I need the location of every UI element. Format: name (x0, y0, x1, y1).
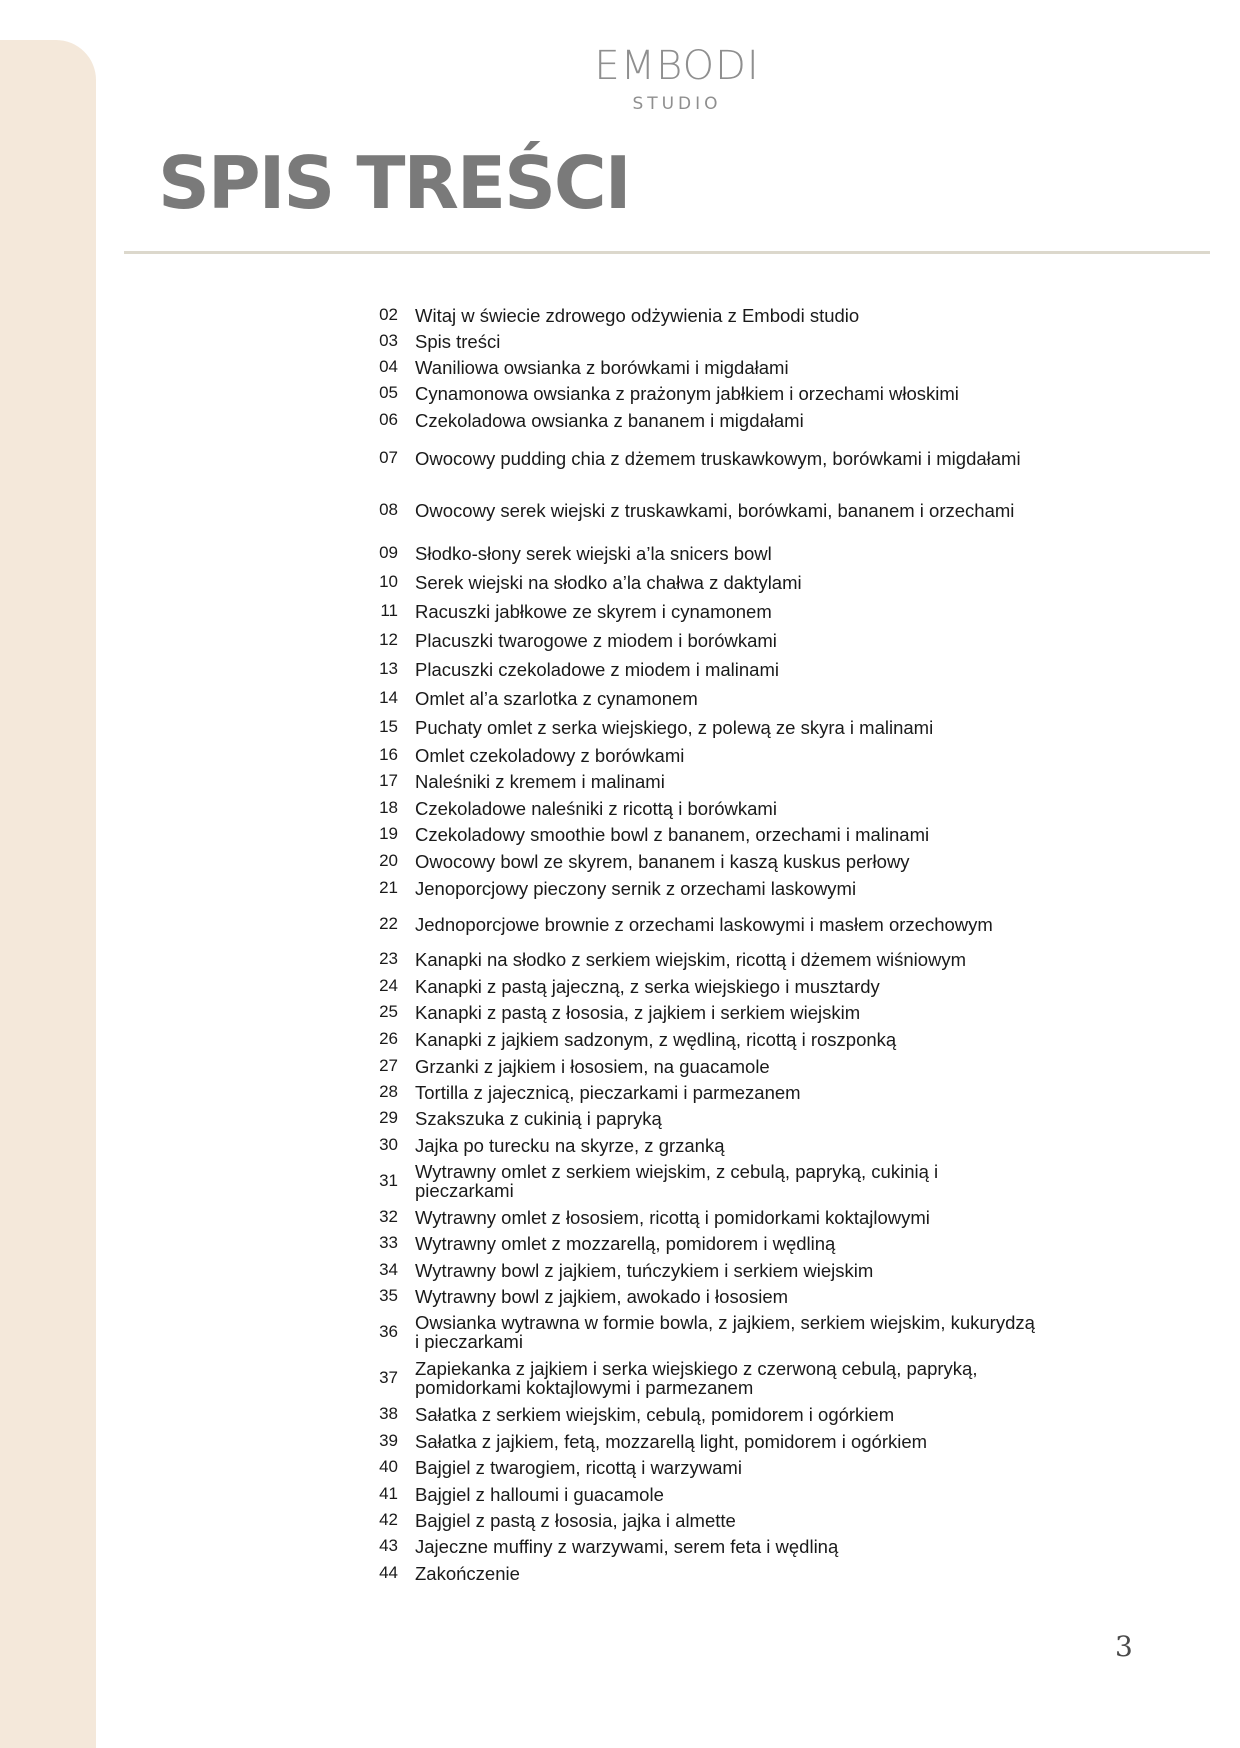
toc-page-number: 19 (379, 824, 398, 843)
toc-entry[interactable] (360, 1312, 1060, 1352)
toc-entry-title: Kanapki z pastą jajeczną, z serka wiejskiego i musztardy (415, 975, 880, 997)
toc-entry[interactable] (360, 868, 1060, 908)
logo-wordmark: EMBODI (594, 43, 760, 89)
toc-entry-title: Jajeczne muffiny z warzywami, serem feta i wędliną (415, 1535, 839, 1557)
toc-page-number: 04 (379, 357, 398, 376)
toc-entry-title: Tortilla z jajecznicą, pieczarkami i parmezanem (415, 1081, 801, 1103)
toc-entry[interactable] (360, 490, 1060, 530)
toc-entry-title: Owocowy pudding chia z dżemem truskawkowym, borówkami i migdałami (415, 447, 1021, 469)
page-title: SPIS TREŚCI (158, 141, 630, 225)
toc-page-number: 28 (379, 1082, 398, 1101)
toc-entry-title: Wytrawny bowl z jajkiem, awokado i łososiem (415, 1285, 789, 1307)
toc-entry-title: Bajgiel z halloumi i guacamole (415, 1483, 664, 1505)
toc-entry-title: Czekoladowe naleśniki z ricottą i borówkami (415, 797, 777, 819)
toc-page-number: 29 (379, 1108, 398, 1127)
toc-page-number: 35 (379, 1286, 398, 1305)
toc-entry-title: Omlet al’a szarlotka z cynamonem (415, 687, 698, 709)
toc-entry-title: Waniliowa owsianka z borówkami i migdałami (415, 356, 789, 378)
toc-entry-title: Wytrawny omlet z serkiem wiejskim, z cebulą, papryką, cukinią i pieczarkami (415, 1161, 939, 1201)
toc-entry-title: Szakszuka z cukinią i papryką (415, 1107, 662, 1129)
toc-entry-title: Grzanki z jajkiem i łososiem, na guacamole (415, 1055, 770, 1077)
toc-entry-title: Puchaty omlet z serka wiejskiego, z polewą ze skyra i malinami (415, 716, 934, 738)
toc-page-number: 15 (379, 717, 398, 736)
toc-page-number: 38 (379, 1404, 398, 1423)
toc-page-number: 26 (379, 1029, 398, 1048)
toc-page-number: 07 (379, 448, 398, 467)
toc-entry-title: Spis treści (415, 330, 501, 352)
toc-page-number: 13 (379, 659, 398, 678)
toc-page-number: 21 (379, 878, 398, 897)
toc-entry-title: Sałatka z serkiem wiejskim, cebulą, pomidorem i ogórkiem (415, 1403, 895, 1425)
toc-page-number: 40 (379, 1457, 398, 1476)
toc-entry-title: Bajgiel z twarogiem, ricottą i warzywami (415, 1456, 742, 1478)
toc-entry[interactable] (360, 1358, 1060, 1398)
page-number: 3 (1115, 1630, 1133, 1663)
toc-page-number: 25 (379, 1002, 398, 1021)
toc-entry-title: Jenoporcjowy pieczony sernik z orzechami laskowymi (415, 877, 857, 899)
toc-page-number: 20 (379, 851, 398, 870)
toc-entry-title: Owocowy serek wiejski z truskawkami, borówkami, bananem i orzechami (415, 499, 1015, 521)
toc-entry-title: Czekoladowy smoothie bowl z bananem, orzechami i malinami (415, 823, 930, 845)
toc-entry[interactable] (360, 1125, 1060, 1165)
logo-subtitle: STUDIO (632, 94, 722, 114)
toc-page-number: 22 (379, 914, 398, 933)
toc-entry-title: Jajka po turecku na skyrze, z grzanką (415, 1134, 725, 1156)
toc-entry-title: Naleśniki z kremem i malinami (415, 770, 665, 792)
toc-page-number: 02 (379, 305, 398, 324)
toc-page-number: 30 (379, 1135, 398, 1154)
toc-entry-title: Kanapki z pastą z łososia, z jajkiem i serkiem wiejskim (415, 1001, 861, 1023)
toc-entry[interactable] (360, 1276, 1060, 1316)
toc-page-number: 12 (379, 630, 398, 649)
toc-page-number: 10 (379, 572, 398, 591)
toc-entry-title: Sałatka z jajkiem, fetą, mozzarellą light, pomidorem i ogórkiem (415, 1430, 928, 1452)
toc-page-number: 05 (379, 383, 398, 402)
toc-entry-title: Kanapki na słodko z serkiem wiejskim, ricottą i dżemem wiśniowym (415, 948, 967, 970)
toc-page-number: 11 (380, 601, 398, 620)
toc-page-number: 44 (379, 1563, 398, 1582)
toc-entry-title: Bajgiel z pastą z łososia, jajka i almette (415, 1509, 736, 1531)
toc-page-number: 18 (379, 798, 398, 817)
toc-page-number: 08 (379, 500, 398, 519)
toc-page-number: 06 (379, 410, 398, 429)
toc-entry-title: Placuszki czekoladowe z miodem i malinami (415, 658, 779, 680)
toc-entry[interactable] (360, 438, 1060, 478)
toc-entry-title: Racuszki jabłkowe ze skyrem i cynamonem (415, 600, 772, 622)
toc-page-number: 34 (379, 1260, 398, 1279)
toc-entry-title: Cynamonowa owsianka z prażonym jabłkiem i orzechami włoskimi (415, 382, 959, 404)
toc-entry-title: Witaj w świecie zdrowego odżywienia z Embodi studio (415, 304, 860, 326)
toc-entry[interactable] (360, 400, 1060, 440)
toc-page-number: 42 (379, 1510, 398, 1529)
toc-page-number: 31 (379, 1171, 398, 1190)
toc-page-number: 33 (379, 1233, 398, 1252)
toc-page-number: 36 (379, 1322, 398, 1341)
toc-page-number: 32 (379, 1207, 398, 1226)
toc-entry-title: Omlet czekoladowy z borówkami (415, 744, 685, 766)
toc-entry-title: Wytrawny omlet z mozzarellą, pomidorem i wędliną (415, 1232, 836, 1254)
toc-entry-title: Słodko-słony serek wiejski a’la snicers bowl (415, 542, 772, 564)
toc-entry-title: Jednoporcjowe brownie z orzechami laskowymi i masłem orzechowym (415, 913, 993, 935)
toc-entry-title: Placuszki twarogowe z miodem i borówkami (415, 629, 777, 651)
toc-page-number: 14 (379, 688, 398, 707)
toc-entry[interactable] (360, 1161, 1060, 1201)
toc-page-number: 27 (379, 1056, 398, 1075)
toc-entry-title: Zapiekanka z jajkiem i serka wiejskiego z czerwoną cebulą, papryką, pomidorkami koktajlowymi i parmezanem (415, 1358, 978, 1398)
toc-entry[interactable] (360, 904, 1060, 944)
toc-entry-title: Wytrawny bowl z jajkiem, tuńczykiem i serkiem wiejskim (415, 1259, 874, 1281)
toc-page-number: 37 (379, 1368, 398, 1387)
toc-entry-title: Czekoladowa owsianka z bananem i migdałami (415, 409, 804, 431)
toc-page-number: 03 (379, 331, 398, 350)
toc-page-number: 09 (379, 543, 398, 562)
toc-page-number: 23 (379, 949, 398, 968)
toc-entry-title: Kanapki z jajkiem sadzonym, z wędliną, ricottą i roszponką (415, 1028, 897, 1050)
toc-page-number: 39 (379, 1431, 398, 1450)
toc-entry[interactable] (360, 1553, 1060, 1593)
toc-entry-title: Wytrawny omlet z łososiem, ricottą i pomidorkami koktajlowymi (415, 1206, 930, 1228)
toc-entry-title: Serek wiejski na słodko a’la chałwa z daktylami (415, 571, 802, 593)
toc-entry-title: Owocowy bowl ze skyrem, bananem i kaszą kuskus perłowy (415, 850, 910, 872)
toc-page-number: 16 (379, 745, 398, 764)
toc-entry-title: Owsianka wytrawna w formie bowla, z jajkiem, serkiem wiejskim, kukurydzą i pieczarkami (415, 1312, 1035, 1352)
toc-page-number: 24 (379, 976, 398, 995)
toc-page-number: 17 (379, 771, 398, 790)
toc-page-number: 43 (379, 1536, 398, 1555)
toc-page-number: 41 (379, 1484, 398, 1503)
toc-entry-title: Zakończenie (415, 1562, 520, 1584)
